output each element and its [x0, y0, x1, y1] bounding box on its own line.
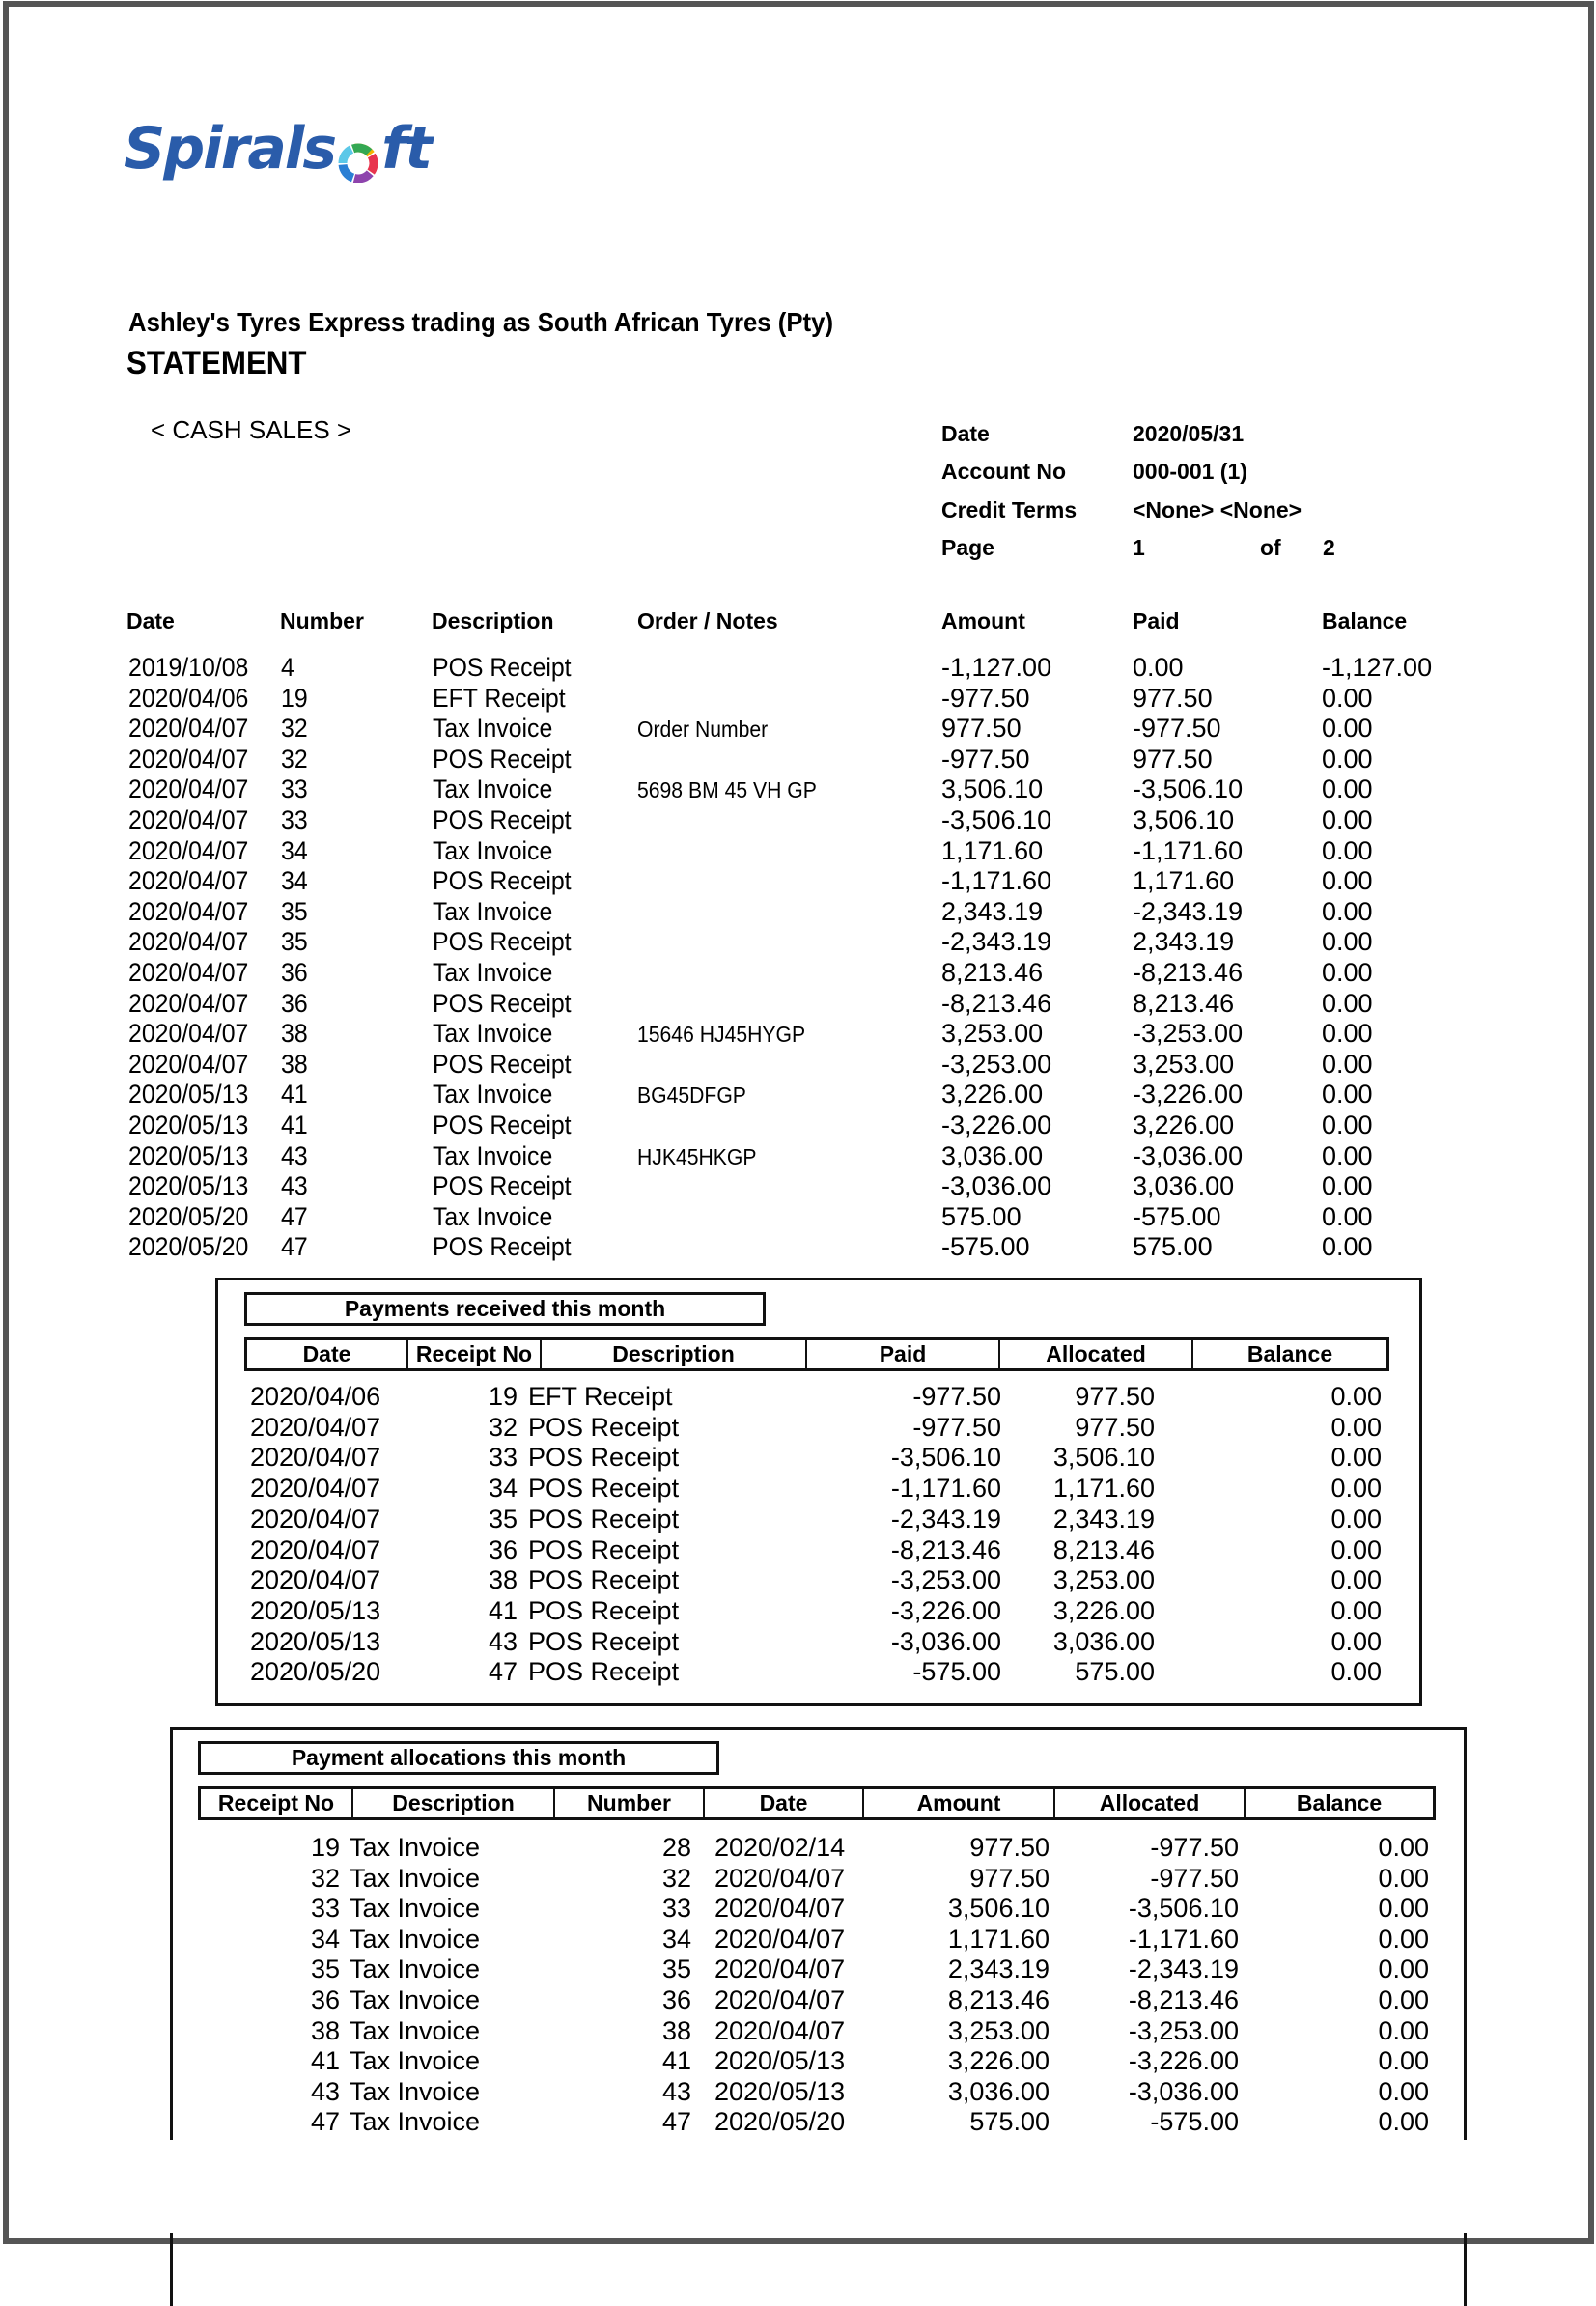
row-number: 19 [281, 683, 308, 713]
row-number: 4 [281, 653, 294, 682]
row-description: Tax Invoice [350, 1985, 481, 2014]
row-allocated: -977.50 [1150, 1833, 1239, 1862]
col-allocated: Allocated [1055, 1789, 1246, 1817]
row-number: 33 [281, 805, 308, 834]
credit-terms-value: <None> <None> [1133, 497, 1302, 522]
row-balance: 0.00 [1330, 1474, 1382, 1504]
row-allocated: -3,253.00 [1128, 2015, 1239, 2045]
row-paid: -3,036.00 [1133, 1140, 1244, 1170]
col-order-notes: Order / Notes [637, 608, 778, 633]
row-balance: 0.00 [1322, 1201, 1373, 1231]
row-balance: 0.00 [1330, 1657, 1382, 1687]
row-number: 34 [281, 835, 308, 865]
row-date: 2020/04/07 [250, 1534, 381, 1564]
row-paid: -977.50 [1133, 714, 1221, 744]
row-balance: 0.00 [1322, 805, 1373, 834]
row-allocated: 3,506.10 [1052, 1443, 1155, 1473]
row-balance: 0.00 [1330, 1595, 1382, 1625]
row-allocated: 2,343.19 [1052, 1504, 1155, 1533]
payment-allocations-title: Payment allocations this month [198, 1741, 719, 1775]
row-paid: -2,343.19 [890, 1504, 1001, 1533]
row-description: Tax Invoice [350, 1954, 481, 1984]
row-date: 2020/04/07 [128, 927, 249, 957]
row-amount: -8,213.46 [941, 988, 1052, 1018]
row-date: 2020/05/13 [250, 1595, 381, 1625]
row-balance: 0.00 [1322, 744, 1373, 773]
row-amount: -977.50 [941, 744, 1030, 773]
row-balance: 0.00 [1322, 1140, 1373, 1170]
logo-text-right: ft [381, 115, 431, 183]
row-balance: 0.00 [1378, 1954, 1429, 1984]
row-balance: 0.00 [1378, 2107, 1429, 2137]
row-date: 2020/04/07 [714, 2015, 846, 2045]
row-date: 2020/04/07 [250, 1565, 381, 1595]
row-description: Tax Invoice [433, 1140, 553, 1170]
row-date: 2020/02/14 [714, 1833, 846, 1862]
row-allocated: 3,253.00 [1052, 1565, 1155, 1595]
row-amount: -1,127.00 [941, 653, 1052, 682]
row-date: 2020/05/20 [250, 1657, 381, 1687]
row-allocated: -3,226.00 [1128, 2046, 1239, 2076]
company-name: Ashley's Tyres Express trading as South African Tyres (Pty) [128, 307, 834, 337]
col-date: Date [126, 608, 175, 633]
row-paid: 8,213.46 [1133, 988, 1235, 1018]
row-amount: -3,036.00 [941, 1171, 1052, 1201]
row-paid: -3,506.10 [890, 1443, 1001, 1473]
row-paid: 0.00 [1133, 653, 1184, 682]
col-description: Description [432, 608, 554, 633]
row-amount: -977.50 [941, 683, 1030, 713]
row-number: 36 [661, 1985, 691, 2014]
row-number: 43 [281, 1171, 308, 1201]
row-amount: 3,226.00 [947, 2046, 1050, 2076]
row-amount: 575.00 [941, 1201, 1022, 1231]
row-date: 2020/05/20 [714, 2107, 846, 2137]
row-balance: 0.00 [1378, 2015, 1429, 2045]
row-number: 41 [281, 1080, 308, 1110]
row-description: Tax Invoice [433, 958, 553, 987]
row-balance: 0.00 [1378, 2076, 1429, 2106]
row-balance: 0.00 [1378, 1924, 1429, 1954]
row-date: 2020/04/06 [250, 1382, 381, 1411]
row-amount: 3,226.00 [941, 1080, 1044, 1110]
row-description: POS Receipt [433, 988, 572, 1018]
col-paid: Paid [1133, 608, 1180, 633]
page-of-label: of [1260, 535, 1281, 560]
row-balance: 0.00 [1378, 1833, 1429, 1862]
row-description: POS Receipt [528, 1626, 680, 1656]
row-date: 2020/04/07 [714, 1954, 846, 1984]
row-number: 38 [281, 1019, 308, 1049]
page-number: 1 [1133, 535, 1145, 560]
row-balance: 0.00 [1330, 1565, 1382, 1595]
row-paid: -3,253.00 [1133, 1019, 1244, 1049]
row-date: 2020/05/13 [128, 1080, 249, 1110]
row-description: Tax Invoice [433, 1080, 553, 1110]
row-number: 47 [281, 1232, 308, 1262]
row-paid: -3,036.00 [890, 1626, 1001, 1656]
row-amount: 8,213.46 [947, 1985, 1050, 2014]
row-receipt-no: 47 [310, 2107, 340, 2137]
document-title: STATEMENT [126, 345, 307, 381]
row-paid: 3,036.00 [1133, 1171, 1235, 1201]
row-receipt-no: 33 [488, 1443, 518, 1473]
row-date: 2020/05/20 [128, 1232, 249, 1262]
row-description: POS Receipt [433, 866, 572, 896]
row-description: Tax Invoice [433, 896, 553, 926]
row-paid: 977.50 [1133, 683, 1213, 713]
row-paid: 3,226.00 [1133, 1111, 1235, 1139]
row-date: 2020/04/07 [250, 1474, 381, 1504]
row-number: 33 [281, 774, 308, 804]
row-number: 28 [661, 1833, 691, 1862]
row-balance: 0.00 [1322, 1171, 1373, 1201]
row-amount: 2,343.19 [941, 896, 1044, 926]
spiralsoft-logo [124, 114, 431, 183]
row-date: 2020/05/13 [128, 1171, 249, 1201]
row-date: 2020/04/07 [128, 1019, 249, 1049]
row-description: Tax Invoice [350, 1833, 481, 1862]
row-balance: 0.00 [1330, 1382, 1382, 1411]
date-value: 2020/05/31 [1133, 421, 1245, 446]
row-description: POS Receipt [433, 1049, 572, 1079]
row-description: POS Receipt [528, 1474, 680, 1504]
row-number: 32 [281, 744, 308, 773]
row-date: 2020/05/13 [128, 1140, 249, 1170]
row-allocated: -8,213.46 [1128, 1985, 1239, 2014]
row-number: 35 [281, 896, 308, 926]
row-amount: 977.50 [941, 714, 1022, 744]
row-balance: 0.00 [1322, 835, 1373, 865]
row-amount: -575.00 [941, 1232, 1030, 1262]
row-description: POS Receipt [528, 1443, 680, 1473]
row-amount: 3,506.10 [947, 1894, 1050, 1924]
row-date: 2020/04/07 [128, 896, 249, 926]
row-description: Tax Invoice [350, 2107, 481, 2137]
row-number: 43 [281, 1140, 308, 1170]
row-amount: 2,343.19 [947, 1954, 1050, 1984]
row-allocated: 3,036.00 [1052, 1626, 1155, 1656]
row-description: POS Receipt [433, 744, 572, 773]
row-paid: -1,171.60 [890, 1474, 1001, 1504]
col-description: Description [353, 1789, 555, 1817]
col-description: Description [542, 1340, 807, 1368]
row-date: 2020/04/07 [250, 1504, 381, 1533]
row-paid: -1,171.60 [1133, 835, 1244, 865]
col-amount: Amount [864, 1789, 1055, 1817]
row-date: 2020/04/07 [250, 1443, 381, 1473]
row-paid: -3,226.00 [890, 1595, 1001, 1625]
page-label: Page [941, 535, 994, 560]
row-paid: -575.00 [1133, 1201, 1221, 1231]
row-receipt-no: 34 [310, 1924, 340, 1954]
row-order-notes: 15646 HJ45HYGP [637, 1022, 806, 1048]
row-date: 2020/04/06 [128, 683, 249, 713]
row-date: 2020/04/07 [714, 1894, 846, 1924]
row-date: 2020/05/13 [714, 2046, 846, 2076]
row-balance: 0.00 [1322, 1019, 1373, 1049]
row-amount: 3,036.00 [947, 2076, 1050, 2106]
row-balance: 0.00 [1322, 896, 1373, 926]
row-description: Tax Invoice [433, 835, 553, 865]
row-receipt-no: 32 [310, 1863, 340, 1893]
row-paid: -977.50 [912, 1382, 1001, 1411]
row-description: Tax Invoice [350, 2015, 481, 2045]
row-allocated: -1,171.60 [1128, 1924, 1239, 1954]
row-amount: 1,171.60 [941, 835, 1044, 865]
row-date: 2020/05/13 [128, 1111, 249, 1139]
row-amount: 3,253.00 [941, 1019, 1044, 1049]
row-date: 2020/05/20 [128, 1201, 249, 1231]
payments-received-header [244, 1337, 1389, 1371]
row-allocated: -2,343.19 [1128, 1954, 1239, 1984]
row-description: POS Receipt [433, 927, 572, 957]
row-receipt-no: 34 [488, 1474, 518, 1504]
row-number: 34 [661, 1924, 691, 1954]
swirl-o-icon [337, 131, 379, 174]
row-description: POS Receipt [528, 1534, 680, 1564]
row-number: 47 [281, 1201, 308, 1231]
row-amount: -3,506.10 [941, 805, 1052, 834]
row-allocated: 8,213.46 [1052, 1534, 1155, 1564]
row-paid: 3,506.10 [1133, 805, 1235, 834]
row-paid: -2,343.19 [1133, 896, 1244, 926]
row-receipt-no: 35 [488, 1504, 518, 1533]
row-amount: 3,036.00 [941, 1140, 1044, 1170]
row-balance: 0.00 [1330, 1412, 1382, 1442]
row-amount: -3,253.00 [941, 1049, 1052, 1079]
row-number: 34 [281, 866, 308, 896]
row-description: Tax Invoice [350, 1894, 481, 1924]
row-date: 2020/04/07 [128, 958, 249, 987]
row-balance: 0.00 [1378, 1985, 1429, 2014]
row-order-notes: 5698 BM 45 VH GP [637, 777, 817, 803]
row-paid: 2,343.19 [1133, 927, 1235, 957]
row-date: 2020/04/07 [128, 744, 249, 773]
col-date: Date [705, 1789, 864, 1817]
row-description: Tax Invoice [433, 1019, 553, 1049]
row-allocated: 977.50 [1075, 1382, 1155, 1411]
row-date: 2019/10/08 [128, 653, 249, 682]
row-paid: -3,253.00 [890, 1565, 1001, 1595]
row-allocated: 3,226.00 [1052, 1595, 1155, 1625]
col-number: Number [555, 1789, 705, 1817]
row-balance: -1,127.00 [1322, 653, 1433, 682]
row-receipt-no: 38 [310, 2015, 340, 2045]
row-date: 2020/04/07 [714, 1924, 846, 1954]
row-description: POS Receipt [433, 1111, 572, 1139]
row-balance: 0.00 [1330, 1443, 1382, 1473]
row-date: 2020/05/13 [250, 1626, 381, 1656]
col-amount: Amount [941, 608, 1025, 633]
col-allocated: Allocated [1000, 1340, 1193, 1368]
row-balance: 0.00 [1322, 714, 1373, 744]
row-order-notes: HJK45HKGP [637, 1143, 757, 1169]
row-balance: 0.00 [1378, 1863, 1429, 1893]
row-balance: 0.00 [1322, 683, 1373, 713]
row-paid: -3,226.00 [1133, 1080, 1244, 1110]
row-paid: -3,506.10 [1133, 774, 1244, 804]
row-receipt-no: 33 [310, 1894, 340, 1924]
row-paid: -575.00 [912, 1657, 1001, 1687]
row-number: 41 [281, 1111, 308, 1139]
col-balance: Balance [1322, 608, 1408, 633]
row-order-notes: BG45DFGP [637, 1083, 746, 1109]
col-receipt-no: Receipt No [408, 1340, 542, 1368]
row-description: Tax Invoice [350, 1924, 481, 1954]
row-balance: 0.00 [1330, 1626, 1382, 1656]
row-allocated: -3,036.00 [1128, 2076, 1239, 2106]
row-balance: 0.00 [1322, 774, 1373, 804]
row-amount: -1,171.60 [941, 866, 1052, 896]
row-description: Tax Invoice [433, 1201, 553, 1231]
account-label: Account No [941, 459, 1067, 484]
row-paid: 1,171.60 [1133, 866, 1235, 896]
row-paid: 575.00 [1133, 1232, 1213, 1262]
row-paid: -8,213.46 [1133, 958, 1244, 987]
row-date: 2020/04/07 [128, 774, 249, 804]
row-number: 36 [281, 988, 308, 1018]
row-receipt-no: 35 [310, 1954, 340, 1984]
col-balance: Balance [1296, 1790, 1383, 1815]
row-description: POS Receipt [433, 653, 572, 682]
row-receipt-no: 36 [310, 1985, 340, 2014]
row-order-notes: Order Number [637, 717, 769, 743]
col-balance: Balance [1246, 1341, 1333, 1366]
row-number: 41 [661, 2046, 691, 2076]
row-number: 38 [281, 1049, 308, 1079]
col-receipt-no: Receipt No [201, 1789, 353, 1817]
row-balance: 0.00 [1322, 1080, 1373, 1110]
row-amount: 977.50 [969, 1833, 1050, 1862]
row-amount: 8,213.46 [941, 958, 1044, 987]
payments-received-title: Payments received this month [244, 1292, 766, 1326]
row-receipt-no: 38 [488, 1565, 518, 1595]
col-paid: Paid [807, 1340, 1000, 1368]
row-number: 33 [661, 1894, 691, 1924]
row-description: Tax Invoice [350, 2046, 481, 2076]
row-receipt-no: 47 [488, 1657, 518, 1687]
date-label: Date [941, 421, 990, 446]
row-balance: 0.00 [1330, 1504, 1382, 1533]
row-allocated: 1,171.60 [1052, 1474, 1155, 1504]
row-description: Tax Invoice [433, 774, 553, 804]
row-receipt-no: 19 [310, 1833, 340, 1862]
logo-text-left: Spirals [124, 115, 336, 183]
row-description: POS Receipt [433, 1232, 572, 1262]
row-amount: 1,171.60 [947, 1924, 1050, 1954]
row-number: 36 [281, 958, 308, 987]
row-receipt-no: 43 [488, 1626, 518, 1656]
customer-name: < CASH SALES > [151, 415, 352, 444]
row-number: 35 [281, 927, 308, 957]
row-allocated: 977.50 [1075, 1412, 1155, 1442]
page-total: 2 [1323, 535, 1335, 560]
row-paid: -8,213.46 [890, 1534, 1001, 1564]
row-description: EFT Receipt [528, 1382, 673, 1411]
account-value: 000-001 (1) [1133, 459, 1247, 484]
row-balance: 0.00 [1322, 988, 1373, 1018]
row-amount: -2,343.19 [941, 927, 1052, 957]
row-balance: 0.00 [1330, 1534, 1382, 1564]
row-date: 2020/05/13 [714, 2076, 846, 2106]
row-amount: 977.50 [969, 1863, 1050, 1893]
row-date: 2020/04/07 [128, 1049, 249, 1079]
row-number: 43 [661, 2076, 691, 2106]
row-description: POS Receipt [528, 1412, 680, 1442]
row-description: POS Receipt [433, 805, 572, 834]
payment-allocations-header [198, 1786, 1436, 1820]
row-paid: 977.50 [1133, 744, 1213, 773]
row-number: 47 [661, 2107, 691, 2137]
row-description: EFT Receipt [433, 683, 566, 713]
row-description: Tax Invoice [350, 2076, 481, 2106]
row-balance: 0.00 [1322, 958, 1373, 987]
row-date: 2020/04/07 [128, 988, 249, 1018]
row-description: POS Receipt [433, 1171, 572, 1201]
row-receipt-no: 32 [488, 1412, 518, 1442]
credit-terms-label: Credit Terms [941, 497, 1078, 522]
row-receipt-no: 41 [488, 1595, 518, 1625]
row-description: POS Receipt [528, 1504, 680, 1533]
row-date: 2020/04/07 [128, 714, 249, 744]
row-amount: 575.00 [969, 2107, 1050, 2137]
row-amount: 3,506.10 [941, 774, 1044, 804]
row-balance: 0.00 [1378, 1894, 1429, 1924]
row-balance: 0.00 [1378, 2046, 1429, 2076]
row-balance: 0.00 [1322, 1111, 1373, 1139]
row-description: POS Receipt [528, 1565, 680, 1595]
row-number: 32 [281, 714, 308, 744]
row-number: 38 [661, 2015, 691, 2045]
row-balance: 0.00 [1322, 1049, 1373, 1079]
row-receipt-no: 19 [488, 1382, 518, 1411]
row-receipt-no: 41 [310, 2046, 340, 2076]
row-balance: 0.00 [1322, 927, 1373, 957]
row-paid: 3,253.00 [1133, 1049, 1235, 1079]
row-allocated: -575.00 [1150, 2107, 1239, 2137]
row-number: 32 [661, 1863, 691, 1893]
row-allocated: -977.50 [1150, 1863, 1239, 1893]
row-description: POS Receipt [528, 1595, 680, 1625]
row-number: 35 [661, 1954, 691, 1984]
row-allocated: 575.00 [1075, 1657, 1155, 1687]
row-balance: 0.00 [1322, 1232, 1373, 1262]
row-date: 2020/04/07 [714, 1985, 846, 2014]
row-balance: 0.00 [1322, 866, 1373, 896]
row-date: 2020/04/07 [714, 1863, 846, 1893]
row-description: Tax Invoice [433, 714, 553, 744]
row-receipt-no: 36 [488, 1534, 518, 1564]
col-date: Date [247, 1340, 408, 1368]
row-amount: 3,253.00 [947, 2015, 1050, 2045]
row-allocated: -3,506.10 [1128, 1894, 1239, 1924]
row-date: 2020/04/07 [250, 1412, 381, 1442]
row-date: 2020/04/07 [128, 835, 249, 865]
row-paid: -977.50 [912, 1412, 1001, 1442]
row-receipt-no: 43 [310, 2076, 340, 2106]
row-amount: -3,226.00 [941, 1111, 1052, 1139]
page-cutoff [164, 2140, 1477, 2233]
row-date: 2020/04/07 [128, 866, 249, 896]
row-description: POS Receipt [528, 1657, 680, 1687]
row-date: 2020/04/07 [128, 805, 249, 834]
col-number: Number [280, 608, 364, 633]
row-description: Tax Invoice [350, 1863, 481, 1893]
